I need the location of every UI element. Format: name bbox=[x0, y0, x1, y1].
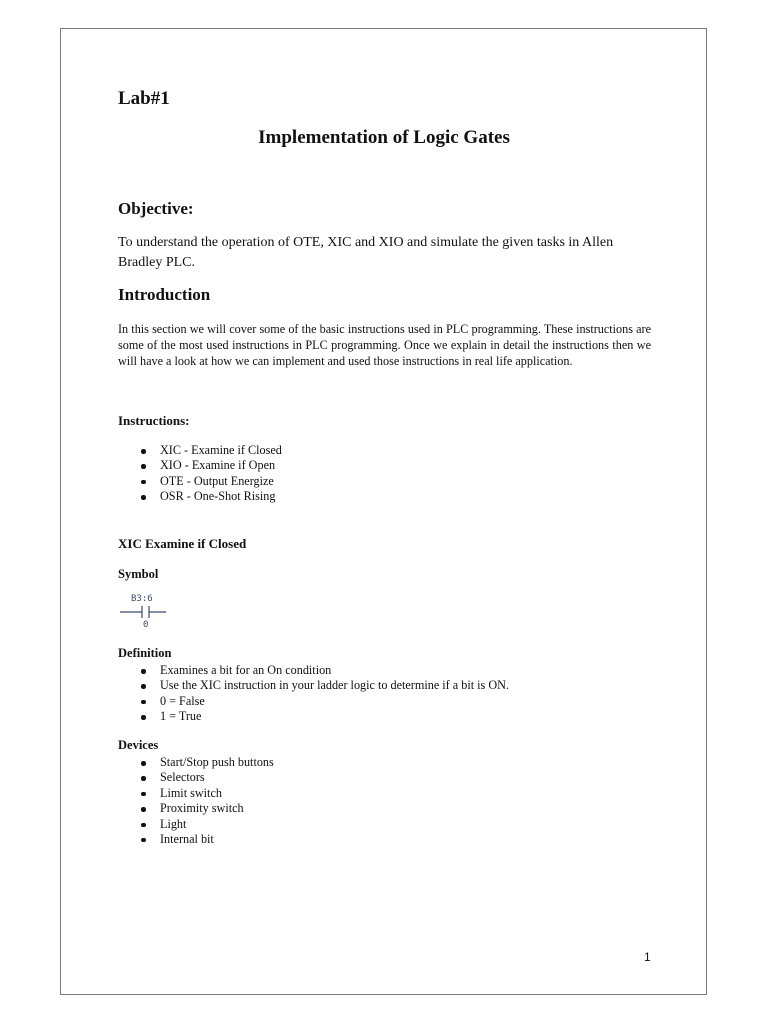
bullet-icon bbox=[141, 464, 146, 469]
xic-heading: XIC Examine if Closed bbox=[118, 536, 247, 551]
bullet-icon bbox=[141, 684, 146, 689]
list-item: XIO - Examine if Open bbox=[118, 458, 282, 473]
list-item: XIC - Examine if Closed bbox=[118, 443, 282, 458]
bullet-icon bbox=[141, 823, 146, 828]
devices-list bbox=[118, 755, 274, 847]
definition-heading: Definition bbox=[118, 646, 172, 660]
objective-heading: Objective: bbox=[118, 199, 194, 218]
list-item: OSR - One-Shot Rising bbox=[118, 489, 282, 504]
bullet-icon bbox=[141, 761, 146, 766]
introduction-text: In this section we will cover some of the basic instructions used in PLC programming. These instructions are some of the most used instructions in PLC programming. Once we explain in detail the instructions then we will have a look at how we can implement and used those instructions in real life application. bbox=[118, 322, 651, 368]
list-item: Use the XIC instruction in your ladder logic to determine if a bit is ON. bbox=[118, 678, 509, 693]
devices-heading: Devices bbox=[118, 738, 159, 752]
instructions-heading: Instructions: bbox=[118, 413, 190, 428]
list-item: Examines a bit for an On condition bbox=[118, 663, 509, 678]
page-number: 1 bbox=[644, 950, 651, 964]
list-item: 1 = True bbox=[118, 709, 509, 724]
bullet-icon bbox=[141, 792, 146, 797]
document-title: Implementation of Logic Gates bbox=[258, 127, 510, 148]
list-item: Start/Stop push buttons bbox=[118, 755, 274, 770]
symbol-heading: Symbol bbox=[118, 567, 159, 581]
objective-text: To understand the operation of OTE, XIC and XIO and simulate the given tasks in Allen Bradley PLC. bbox=[118, 235, 614, 270]
bullet-icon bbox=[141, 449, 146, 454]
bullet-icon bbox=[141, 807, 146, 812]
bullet-icon bbox=[141, 669, 146, 674]
list-item: Limit switch bbox=[118, 786, 274, 801]
list-item: Proximity switch bbox=[118, 801, 274, 816]
list-item: Light bbox=[118, 817, 274, 832]
bullet-icon bbox=[141, 776, 146, 781]
lab-title: Lab#1 bbox=[118, 88, 170, 109]
definition-list bbox=[118, 663, 509, 725]
list-item: OTE - Output Energize bbox=[118, 474, 282, 489]
xic-contact-icon bbox=[118, 593, 170, 631]
list-item: Internal bit bbox=[118, 832, 274, 847]
symbol-bit: 0 bbox=[143, 620, 149, 630]
list-item: Selectors bbox=[118, 770, 274, 785]
introduction-heading: Introduction bbox=[118, 285, 211, 304]
bullet-icon bbox=[141, 480, 146, 485]
symbol-address: B3:6 bbox=[131, 594, 153, 604]
page-border bbox=[60, 28, 707, 995]
bullet-icon bbox=[141, 715, 146, 720]
list-item: 0 = False bbox=[118, 694, 509, 709]
bullet-icon bbox=[141, 700, 146, 705]
bullet-icon bbox=[141, 838, 146, 843]
instructions-list bbox=[118, 443, 282, 505]
bullet-icon bbox=[141, 495, 146, 500]
